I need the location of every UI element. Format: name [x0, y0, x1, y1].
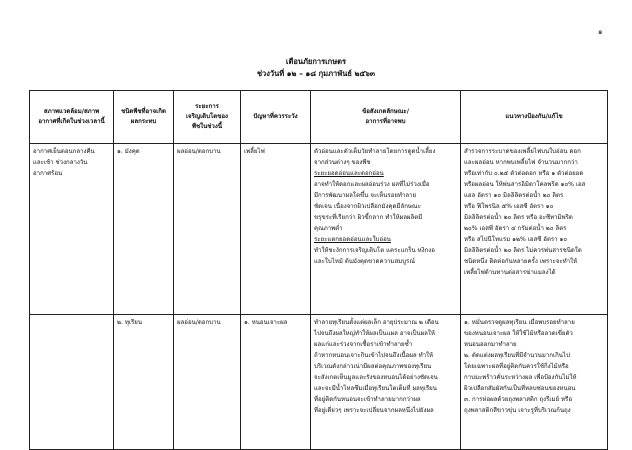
cell-line: หรือ สไปนีโทแรม ๑๒% เอสซี อัตรา ๑๐ [464, 236, 568, 243]
cell-line: กาบมะพร้าวคั่นระหว่างผล เพื่อป้องกันไม่ให้ [464, 374, 577, 381]
subheading-line: ระยะยอดอ่อนและดอกอ่อน [314, 170, 384, 177]
crop-cell [114, 315, 174, 450]
cell-line: อาจทำให้ดอกและผลอ่อนร่วง ผลที่ไม่ร่วงเมื่อ [314, 181, 430, 188]
document-subtitle: ช่วงวันที่ ๑๒ – ๑๘ กุมภาพันธ์ ๒๕๖๓ [256, 69, 376, 78]
cell-line: จากส่วนต่างๆ ของพืช [314, 159, 371, 166]
cell-line: ของหนอนเจาะผล ให้ใช้ไม้หรือลวดเขี่ยตัว [464, 330, 573, 337]
cell-line: ผลอ่อน/ดอกบาน [177, 319, 221, 326]
cell-line: ผลแก่และร่วงจากเชื้อราเข้าทำลายซ้ำ [314, 341, 413, 348]
cell-line: หรือเท่ากับ ๐.๒๕ ตัวต่อดอก หรือ ๑ ตัวต่อยอด [464, 170, 584, 177]
cell-line: หรือ ฟิโพรนิล ๕% เอสซี อัตรา ๑๐ [464, 203, 554, 210]
problem-cell [241, 315, 311, 450]
cell-line: จะสังเกตเห็นมูลและรังของหนอนได้อย่างชัดเจน [314, 374, 438, 381]
header-line: เจริญเติบโตของ [185, 113, 229, 120]
cell-line: บริเวณดังกล่าวเน่ามีผลต่อคุณภาพของทุเรียน [314, 363, 432, 370]
cell-line: และเช้า ช่วงกลางวัน [33, 159, 88, 166]
header-crop [114, 91, 174, 144]
cell-line: อากาศร้อน [33, 170, 63, 177]
cell-line: ผลอ่อน/ดอกบาน [177, 148, 221, 155]
cell-line: ผิวเปลือกสัมผัสกันเป็นที่หลบซ่อนของหนอน [464, 385, 576, 392]
cell-line: คุณภาพต่ำ [314, 225, 343, 232]
header-condition [30, 91, 114, 144]
cell-line: ๓. การห่อผลด้วยถุงพลาสติก ถุงรีเมย์ หรือ [464, 396, 572, 403]
agri-warning-table [29, 90, 608, 450]
cell-line: เพลี้ยไฟ [244, 148, 265, 155]
condition-cell [30, 144, 114, 315]
cell-line: หรือผลอ่อน ให้พ่นสารอิมิดาโคลพริด ๑๐% เอส [464, 181, 586, 188]
header-line: ข้อสังเกตลักษณะ/ [362, 108, 409, 115]
problem-cell [241, 144, 311, 315]
cell-line: สำรวจการระบาดของเพลี้ยไฟบนใบอ่อน ดอก [464, 148, 581, 155]
header-line: อากาศที่เกิดในช่วงเวลานี้ [38, 118, 105, 125]
cell-line: แอล อัตรา ๑๐ มิลลิลิตรต่อน้ำ ๒๐ ลิตร [464, 192, 564, 199]
cell-line: ชนิดหนึ่ง ติดต่อกันหลายครั้ง เพราะจะทำให้ [464, 258, 578, 265]
header-line: แนวทางป้องกัน/แก้ไข [505, 113, 563, 120]
cell-line: มีการพัฒนาผลโตขึ้น จะเห็นรอยทำลาย [314, 192, 417, 199]
table-header-row [30, 91, 608, 144]
cell-line: ที่อยู่ติดกันหนอนจะเข้าทำลายมากกว่าผล [314, 396, 421, 403]
cell-line: ๑. หมั่นตรวจดูผลทุเรียน เมื่อพบรอยทำลาย [464, 319, 575, 326]
page-number: ๑ [598, 28, 603, 36]
header-line: สภาพแวดล้อม/สภาพ [43, 108, 100, 115]
header-stage [174, 91, 241, 144]
cell-line: และจะมีน้ำไหลซึมเมื่อทุเรียนโตเต็มที่ ผลทุเรียน [314, 385, 437, 392]
stage-cell [174, 315, 241, 450]
cell-line: และผลอ่อน หากพบเพลี้ยไฟ จำนวนมากกว่า [464, 159, 578, 166]
cell-line: ๑. มังคุด [117, 148, 140, 155]
prevention-cell [461, 144, 608, 315]
cell-line: ถ้าหากหนอนเจาะกินเข้าไปจนถึงเนื้อผล ทำให้ [314, 352, 434, 359]
cell-line: ทำลายทุเรียนตั้งแต่ผลเล็ก อายุประมาณ ๒ เดือน [314, 319, 439, 326]
cell-line: ชัดเจน เนื่องจากผิวเปลือกมังคุดมีลักษณะ [314, 203, 421, 210]
header-symptoms [311, 91, 461, 144]
cell-line: และใบไหม้ ต้นมังคุดขาดความสมบูรณ์ [314, 258, 415, 265]
cell-line: ที่อยู่เดี่ยวๆ เพราะจะเปลี่ยนจากผลหนึ่งไปยังผล [314, 407, 434, 414]
symptoms-cell [311, 315, 461, 450]
cell-line: ทำให้ชะงักการเจริญเติบโต แคระแกร็น หงิกงอ [314, 247, 435, 254]
prevention-cell [461, 315, 608, 450]
header-line: อาการที่อาจพบ [365, 118, 406, 125]
cell-line: หนอนออกมาทำลาย [464, 341, 517, 348]
cell-line: ถุงพลาสติกสีขาวขุ่น เจาะรูที่บริเวณก้นถุง [464, 407, 571, 414]
cell-line: มิลลิลิตรต่อน้ำ ๒๐ ลิตร หรือ อะซีทามิพริด [464, 214, 573, 221]
crop-cell [114, 144, 174, 315]
stage-cell [174, 144, 241, 315]
header-prevention [461, 91, 608, 144]
header-line: ชนิดพืชที่อาจเกิด [121, 108, 166, 115]
document-title: เตือนภัยการเกษตร [285, 57, 347, 66]
condition-cell [30, 315, 114, 450]
header-line: ปัญหาที่ควรระวัง [253, 113, 298, 120]
cell-line: ๑. หนอนเจาะผล [244, 319, 288, 326]
symptoms-cell [311, 144, 461, 315]
table-row [30, 315, 608, 450]
cell-line: อากาศเย็นตอนกลางคืน [33, 148, 95, 155]
subheading-line: ระยะแตกยอดอ่อนและใบอ่อน [314, 236, 391, 243]
table-row [30, 144, 608, 315]
cell-line: ๒. ตัดแต่งผลทุเรียนที่มีจำนวนมากเกินไป [464, 352, 570, 359]
header-problem [241, 91, 311, 144]
cell-line: ขรุขระที่เรียกว่า ผิวขี้กลาก ทำให้ผลผลิตมี [314, 214, 423, 221]
header-line: ระยะการ [195, 103, 219, 110]
cell-line: ตัวอ่อนและตัวเต็มวัยทำลายโดยการดูดน้ำเลี้ยง [314, 148, 436, 155]
cell-line: เพลี้ยไฟต้านทานต่อสารฆ่าแมลงได้ [464, 269, 556, 276]
header-line: ผลกระทบ [130, 118, 157, 125]
cell-line: มิลลิลิตรต่อน้ำ ๒๐ ลิตร ไม่ควรพ่นสารชนิดใด [464, 247, 582, 254]
header-line: พืชในช่วงนี้ [192, 123, 222, 130]
cell-line: ๒. ทุเรียน [117, 319, 142, 326]
cell-line: ๒๐% เอสพี อัตรา ๔ กรัมต่อน้ำ ๒๐ ลิตร [464, 225, 567, 232]
cell-line: ไปจนถึงผลใหญ่ทำให้ผลเป็นแผล อาจเป็นผลให้ [314, 330, 435, 337]
cell-line: โดยเฉพาะผลที่อยู่ติดกันควรใช้กิ่งไม้หรือ [464, 363, 569, 370]
